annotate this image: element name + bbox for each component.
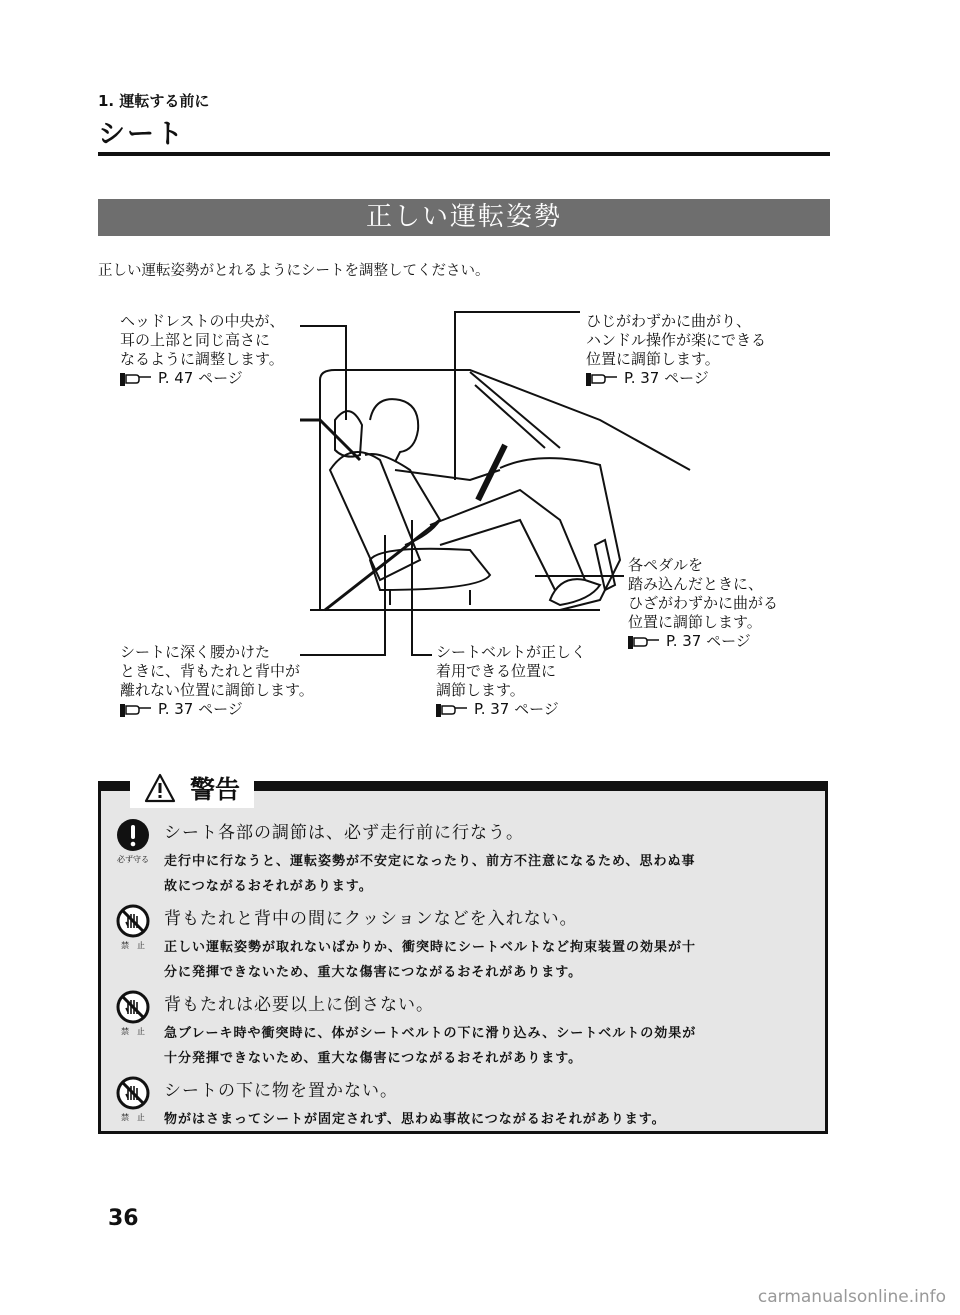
warning-item-heading: 背もたれと背中の間にクッションなどを入れない。 xyxy=(164,909,578,929)
warning-item-body: 分に発揮できないため、重大な傷害につながるおそれがあります。 xyxy=(164,965,583,980)
warning-item xyxy=(112,904,820,985)
callout-line: 踏み込んだときに、 xyxy=(628,575,764,593)
callout-line: なるように調整します。 xyxy=(120,350,284,368)
warning-item xyxy=(112,990,820,1071)
callout-line: 調節します。 xyxy=(436,681,525,699)
must-do-symbol xyxy=(116,818,150,852)
driver-head xyxy=(370,399,418,462)
must-do-icon xyxy=(112,818,154,899)
warning-item-heading: シートの下に物を置かない。 xyxy=(164,1081,398,1101)
warning-triangle-icon xyxy=(144,773,176,803)
prohibited-icon xyxy=(112,990,154,1071)
callout-line: 位置に調節します。 xyxy=(586,350,720,368)
callout-line: ときに、背もたれと背中が xyxy=(120,662,301,680)
warning-title: 警告 xyxy=(190,775,241,804)
page-ref-text: P. 37 ページ xyxy=(158,700,243,718)
callout-line: 位置に調節します。 xyxy=(628,613,762,631)
page-number: 36 xyxy=(108,1206,139,1231)
icon-label: 禁 止 xyxy=(121,1027,145,1036)
page-ref-text: P. 37 ページ xyxy=(624,369,709,387)
page-ref-text: P. 37 ページ xyxy=(666,632,751,650)
callout-line: シートベルトが正しく xyxy=(436,643,587,661)
icon-label: 禁 止 xyxy=(121,941,145,950)
driver-torso xyxy=(365,454,440,545)
warning-item-body: 物がはさまってシートが固定されず、思わぬ事故につながるおそれがあります。 xyxy=(164,1112,666,1127)
section-label: 1. 運転する前に xyxy=(98,92,210,110)
prohibited-hand-symbol xyxy=(116,990,150,1024)
seat-cushion xyxy=(370,549,490,590)
warning-item-body: 走行中に行なうと、運転姿勢が不安定になったり、前方不注意になるため、思わぬ事 xyxy=(164,854,696,869)
driver-leg xyxy=(430,490,585,580)
pedal xyxy=(595,540,615,590)
callout-line: 耳の上部と同じ高さに xyxy=(120,331,271,349)
warning-item-body: 急ブレーキ時や衝突時に、体がシートベルトの下に滑り込み、シートベルトの効果が xyxy=(164,1026,697,1041)
section-banner: 正しい運転姿勢 xyxy=(98,199,830,236)
warning-item-body: 十分発揮できないため、重大な傷害につながるおそれがあります。 xyxy=(164,1051,583,1066)
prohibited-hand-symbol xyxy=(116,1076,150,1110)
prohibited-icon xyxy=(112,1076,154,1132)
callout-line: 離れない位置に調節します。 xyxy=(120,681,314,699)
icon-label: 禁 止 xyxy=(121,1113,145,1122)
intro-text: 正しい運転姿勢がとれるようにシートを調整してください。 xyxy=(98,263,490,279)
dashboard xyxy=(500,458,620,610)
page-ref-text: P. 37 ページ xyxy=(474,700,559,718)
steering-wheel xyxy=(478,445,505,500)
warning-item-body: 故につながるおそれがあります。 xyxy=(164,879,373,894)
page-title: シート xyxy=(98,119,185,150)
prohibited-icon xyxy=(112,904,154,985)
driver-arm xyxy=(395,470,500,480)
footer-watermark: carmanualsonline.info xyxy=(757,1287,946,1307)
callout-line: ひざがわずかに曲がる xyxy=(628,594,779,612)
warning-header xyxy=(130,768,254,808)
warning-item xyxy=(112,1076,820,1132)
seat-belt xyxy=(325,520,440,610)
callout-line: 各ペダルを xyxy=(628,556,704,574)
leader-line-elbow xyxy=(455,312,580,480)
warning-item-heading: シート各部の調節は、必ず走行前に行なう。 xyxy=(164,823,524,843)
prohibited-hand-symbol xyxy=(116,904,150,938)
icon-label: 必ず守る xyxy=(117,855,149,864)
callout-line: シートに深く腰かけた xyxy=(120,643,271,661)
warning-item xyxy=(112,818,820,899)
callout-line: ヘッドレストの中央が、 xyxy=(120,312,285,330)
callout-line: ハンドル操作が楽にできる xyxy=(586,331,767,349)
warning-item-heading: 背もたれは必要以上に倒さない。 xyxy=(164,995,434,1015)
warning-item-body: 正しい運転姿勢が取れないばかりか、衝突時にシートベルトなど拘束装置の効果が十 xyxy=(164,940,697,955)
page-ref-text: P. 47 ページ xyxy=(158,369,243,387)
callout-line: 着用できる位置に xyxy=(436,662,557,680)
callout-line: ひじがわずかに曲がり、 xyxy=(586,312,752,330)
